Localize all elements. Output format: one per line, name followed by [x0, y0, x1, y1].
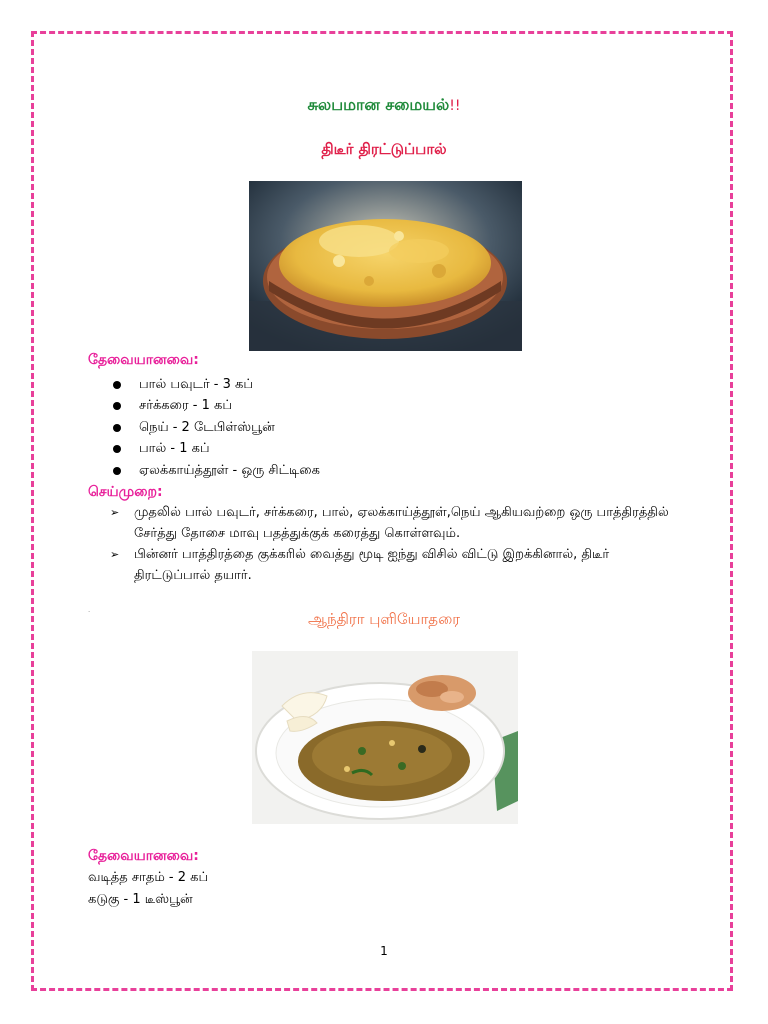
page-title: [0, 95, 768, 116]
bullet-icon: [113, 424, 121, 432]
page-title-text: சுலபமான சமையல்: [307, 95, 450, 114]
ingredient-text: நெய் - 2 டேபிள்ஸ்பூன்: [139, 419, 275, 435]
thirattupaal-image: [249, 181, 522, 351]
step-item: [110, 502, 670, 544]
recipe2-ingredient-line: கடுகு - 1 டீஸ்பூன்: [88, 892, 193, 907]
recipe1-steps-list: [110, 502, 670, 586]
ingredient-item: [110, 374, 320, 396]
ingredient-item: [110, 439, 320, 461]
recipe1-photo: [249, 181, 522, 351]
ingredient-item: [110, 460, 320, 482]
arrowhead-icon: ➢: [110, 548, 120, 561]
step-text: பின்னர் பாத்திரத்தை குக்கரில் வைத்து மூடி ஐந்து விசில் விட்டு இறக்கினால், திடீர் திரட்டுப்பால் தயார்.: [134, 547, 610, 583]
recipe1-method-heading: செய்முறை:: [88, 484, 163, 500]
puliyodharai-image: [252, 651, 518, 824]
bullet-icon: [113, 381, 121, 389]
bullet-icon: [113, 445, 121, 453]
arrowhead-icon: ➢: [110, 506, 120, 519]
ingredient-text: ஏலக்காய்த்தூள் - ஒரு சிட்டிகை: [139, 462, 320, 478]
ingredient-text: சர்க்கரை - 1 கப்: [139, 398, 232, 414]
ingredient-item: [110, 417, 320, 439]
recipe2-title: ஆந்திரா புளியோதரை: [307, 610, 461, 628]
ingredient-item: [110, 396, 320, 418]
ingredient-text: பால் பவுடர் - 3 கப்: [139, 376, 253, 392]
step-text: முதலில் பால் பவுடர், சர்க்கரை, பால், ஏலக்காய்த்தூள்,நெய் ஆகியவற்றை ஒரு பாத்திரத்தில் சேர்த்து தோசை மாவு பதத்துக்குக் கரைத்து கொள்ளவும்.: [134, 505, 669, 541]
recipe1-title: திடீர் திரட்டுப்பால்: [321, 140, 447, 158]
recipe1-ingredients-list: [110, 374, 320, 482]
recipe2-photo: [252, 651, 518, 824]
step-item: [110, 544, 670, 586]
recipe2-ingredient-line: வடித்த சாதம் - 2 கப்: [88, 870, 209, 885]
page-number: 1: [380, 944, 388, 958]
page-title-suffix: !!: [449, 98, 461, 114]
recipe1-ingredients-heading: தேவையானவை:: [88, 352, 199, 368]
stray-mark: .: [88, 606, 91, 614]
bullet-icon: [113, 467, 121, 475]
bullet-icon: [113, 402, 121, 410]
ingredient-text: பால் - 1 கப்: [139, 441, 210, 457]
recipe2-ingredients-heading: தேவையானவை:: [88, 848, 199, 864]
